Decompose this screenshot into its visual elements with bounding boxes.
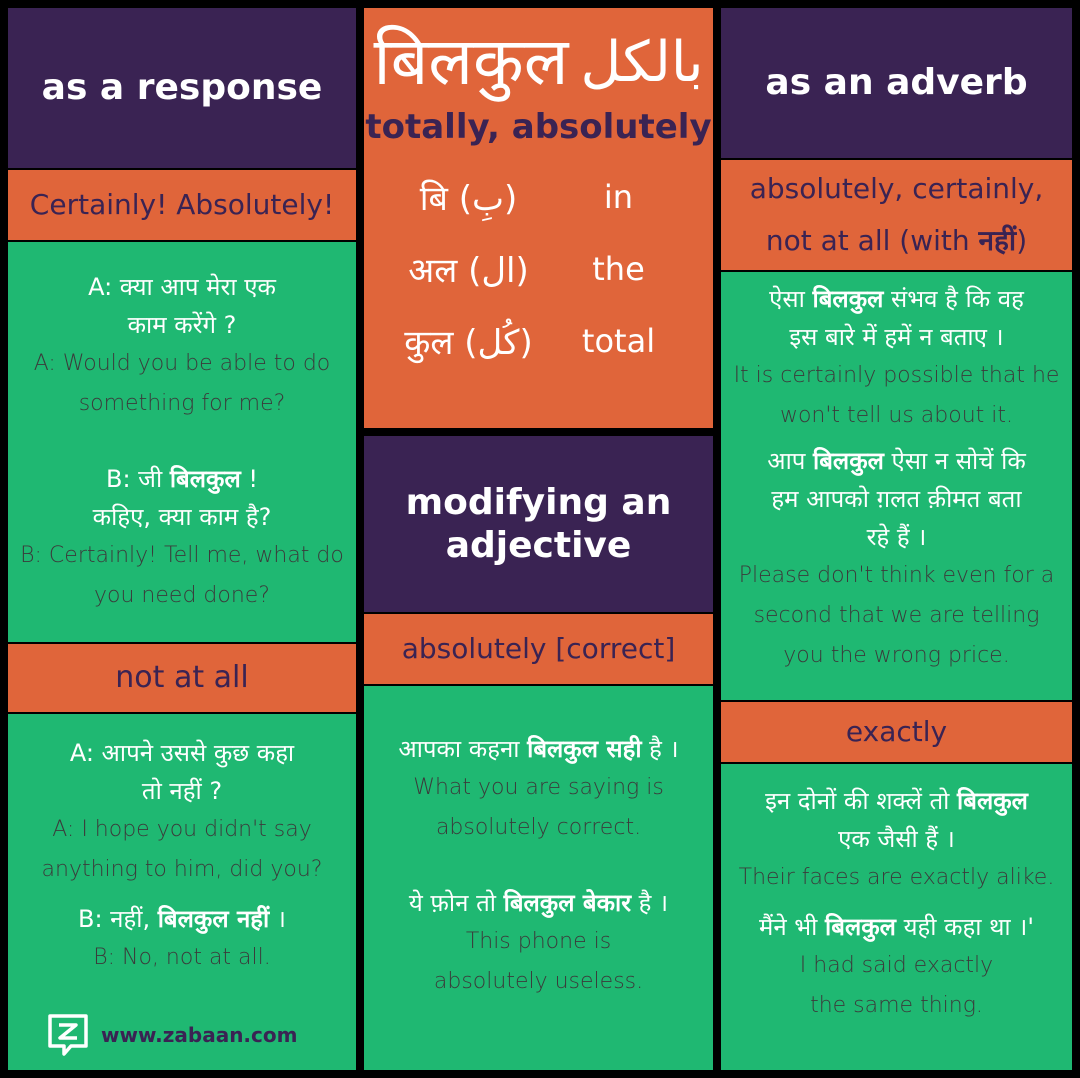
- adverb-sub-line-2: not at all (with नहीं): [765, 224, 1028, 257]
- highlight-word: बिलकुल बेकार: [503, 889, 632, 917]
- logo-url: www.zabaan.com: [101, 1023, 298, 1047]
- example-english: second that we are telling: [753, 603, 1040, 628]
- example-hindi: काम करेंगे ?: [127, 311, 237, 339]
- adjective-sub: absolutely [correct]: [401, 632, 676, 666]
- adverb-title: as an adverb: [765, 62, 1028, 104]
- word-urdu: بالکل: [580, 29, 704, 95]
- etymology-table: [364, 161, 713, 377]
- example-english: A: I hope you didn't say: [52, 817, 312, 842]
- example-english: B: Certainly! Tell me, what do: [20, 543, 344, 568]
- adjective-title-line-2: adjective: [445, 525, 632, 566]
- highlight-word: बिलकुल: [812, 285, 884, 313]
- response-sub-certainly: Certainly! Absolutely!: [29, 188, 335, 222]
- example-english: the same thing.: [810, 993, 983, 1018]
- example-hindi: B: जी बिलकुल !: [106, 465, 258, 493]
- example-hindi: A: आपने उससे कुछ कहा: [69, 739, 295, 767]
- adverb-sub-line-1: absolutely, certainly,: [749, 172, 1044, 205]
- example-english: What you are saying is: [413, 775, 664, 800]
- etymology-meaning: the: [592, 249, 645, 288]
- response-title: as a response: [41, 67, 323, 109]
- highlight-word: बिलकुल: [813, 447, 884, 475]
- example-english: absolutely correct.: [435, 815, 642, 840]
- response-subheader-certainly: [8, 170, 356, 240]
- example-hindi: एक जैसी हैं ।: [838, 825, 955, 853]
- response-header: [8, 8, 356, 168]
- example-english: A: Would you be able to do: [33, 351, 331, 376]
- adjective-title-line-1: modifying an: [405, 481, 672, 523]
- adverb-subheader: [721, 160, 1072, 270]
- highlight-word: बिलकुल नहीं: [157, 905, 270, 933]
- example-english: you need done?: [94, 583, 270, 608]
- example-hindi: A: क्या आप मेरा एक: [88, 273, 276, 301]
- example-english: you the wrong price.: [783, 643, 1010, 668]
- etymology-row: [364, 161, 713, 233]
- highlight-word: बिलकुल: [825, 913, 896, 941]
- etymology-row: [364, 305, 713, 377]
- response-sub-not-at-all: not at all: [115, 660, 249, 695]
- example-hindi: आपका कहना बिलकुल सही है ।: [398, 735, 679, 763]
- word-heading: [373, 23, 704, 100]
- example-hindi: इस बारे में हमें न बताए ।: [789, 323, 1004, 351]
- example-english: I had said exactly: [799, 953, 994, 978]
- word-translation: totally, absolutely: [365, 106, 712, 147]
- example-english: Their faces are exactly alike.: [738, 865, 1055, 890]
- example-hindi: मैंने भी बिलकुल यही कहा था ।': [759, 913, 1034, 941]
- example-hindi: ऐसा बिलकुल संभव है कि वह: [769, 285, 1024, 313]
- etymology-part: अल (ال): [408, 250, 529, 291]
- example-hindi: इन दोनों की शक्लें तो बिलकुल: [765, 787, 1028, 815]
- word-card: [364, 8, 713, 428]
- highlight-word: बिलकुल: [169, 465, 241, 493]
- example-english: Please don't think even for a: [738, 563, 1055, 588]
- adjective-subheader: [364, 614, 713, 684]
- example-english: This phone is: [465, 929, 612, 954]
- etymology-meaning: total: [581, 321, 656, 360]
- adjective-examples: [364, 686, 713, 1070]
- response-subheader-not-at-all: [8, 644, 356, 712]
- example-english: It is certainly possible that he: [733, 363, 1060, 388]
- example-hindi: आप बिलकुल ऐसा न सोचें कि: [767, 447, 1026, 475]
- exactly-examples: [721, 764, 1072, 1070]
- example-hindi: ये फ़ोन तो बिलकुल बेकार है ।: [408, 889, 669, 917]
- etymology-part: कुल (کُل): [404, 322, 533, 363]
- response-example-1: [8, 242, 356, 642]
- etymology-meaning: in: [603, 177, 634, 216]
- highlight-word: बिलकुल: [957, 787, 1028, 815]
- etymology-row: [364, 233, 713, 305]
- example-english: absolutely useless.: [433, 969, 644, 994]
- adjective-header: [364, 436, 713, 612]
- example-english: B: No, not at all.: [93, 945, 271, 970]
- adverb-header: [721, 8, 1072, 158]
- example-hindi: कहिए, क्या काम है?: [92, 503, 272, 531]
- highlight-word: बिलकुल सही: [527, 735, 642, 763]
- adverb-examples: [721, 272, 1072, 700]
- example-hindi: तो नहीं ?: [141, 777, 223, 805]
- example-hindi: रहे हैं ।: [866, 523, 927, 551]
- speech-bubble-icon: [47, 1013, 89, 1057]
- zabaan-logo[interactable]: [47, 1013, 297, 1057]
- etymology-part: बि (بِ): [419, 178, 518, 219]
- example-english: anything to him, did you?: [41, 857, 323, 882]
- example-hindi: हम आपको ग़लत क़ीमत बता: [771, 485, 1022, 513]
- word-hindi: बिलकुल: [373, 23, 569, 100]
- example-english: won't tell us about it.: [779, 403, 1014, 428]
- example-hindi: B: नहीं, बिलकुल नहीं ।: [78, 905, 286, 933]
- exactly-subheader: [721, 702, 1072, 762]
- exactly-sub: exactly: [845, 715, 948, 749]
- example-english: something for me?: [78, 391, 286, 416]
- highlight-word: नहीं: [978, 224, 1017, 257]
